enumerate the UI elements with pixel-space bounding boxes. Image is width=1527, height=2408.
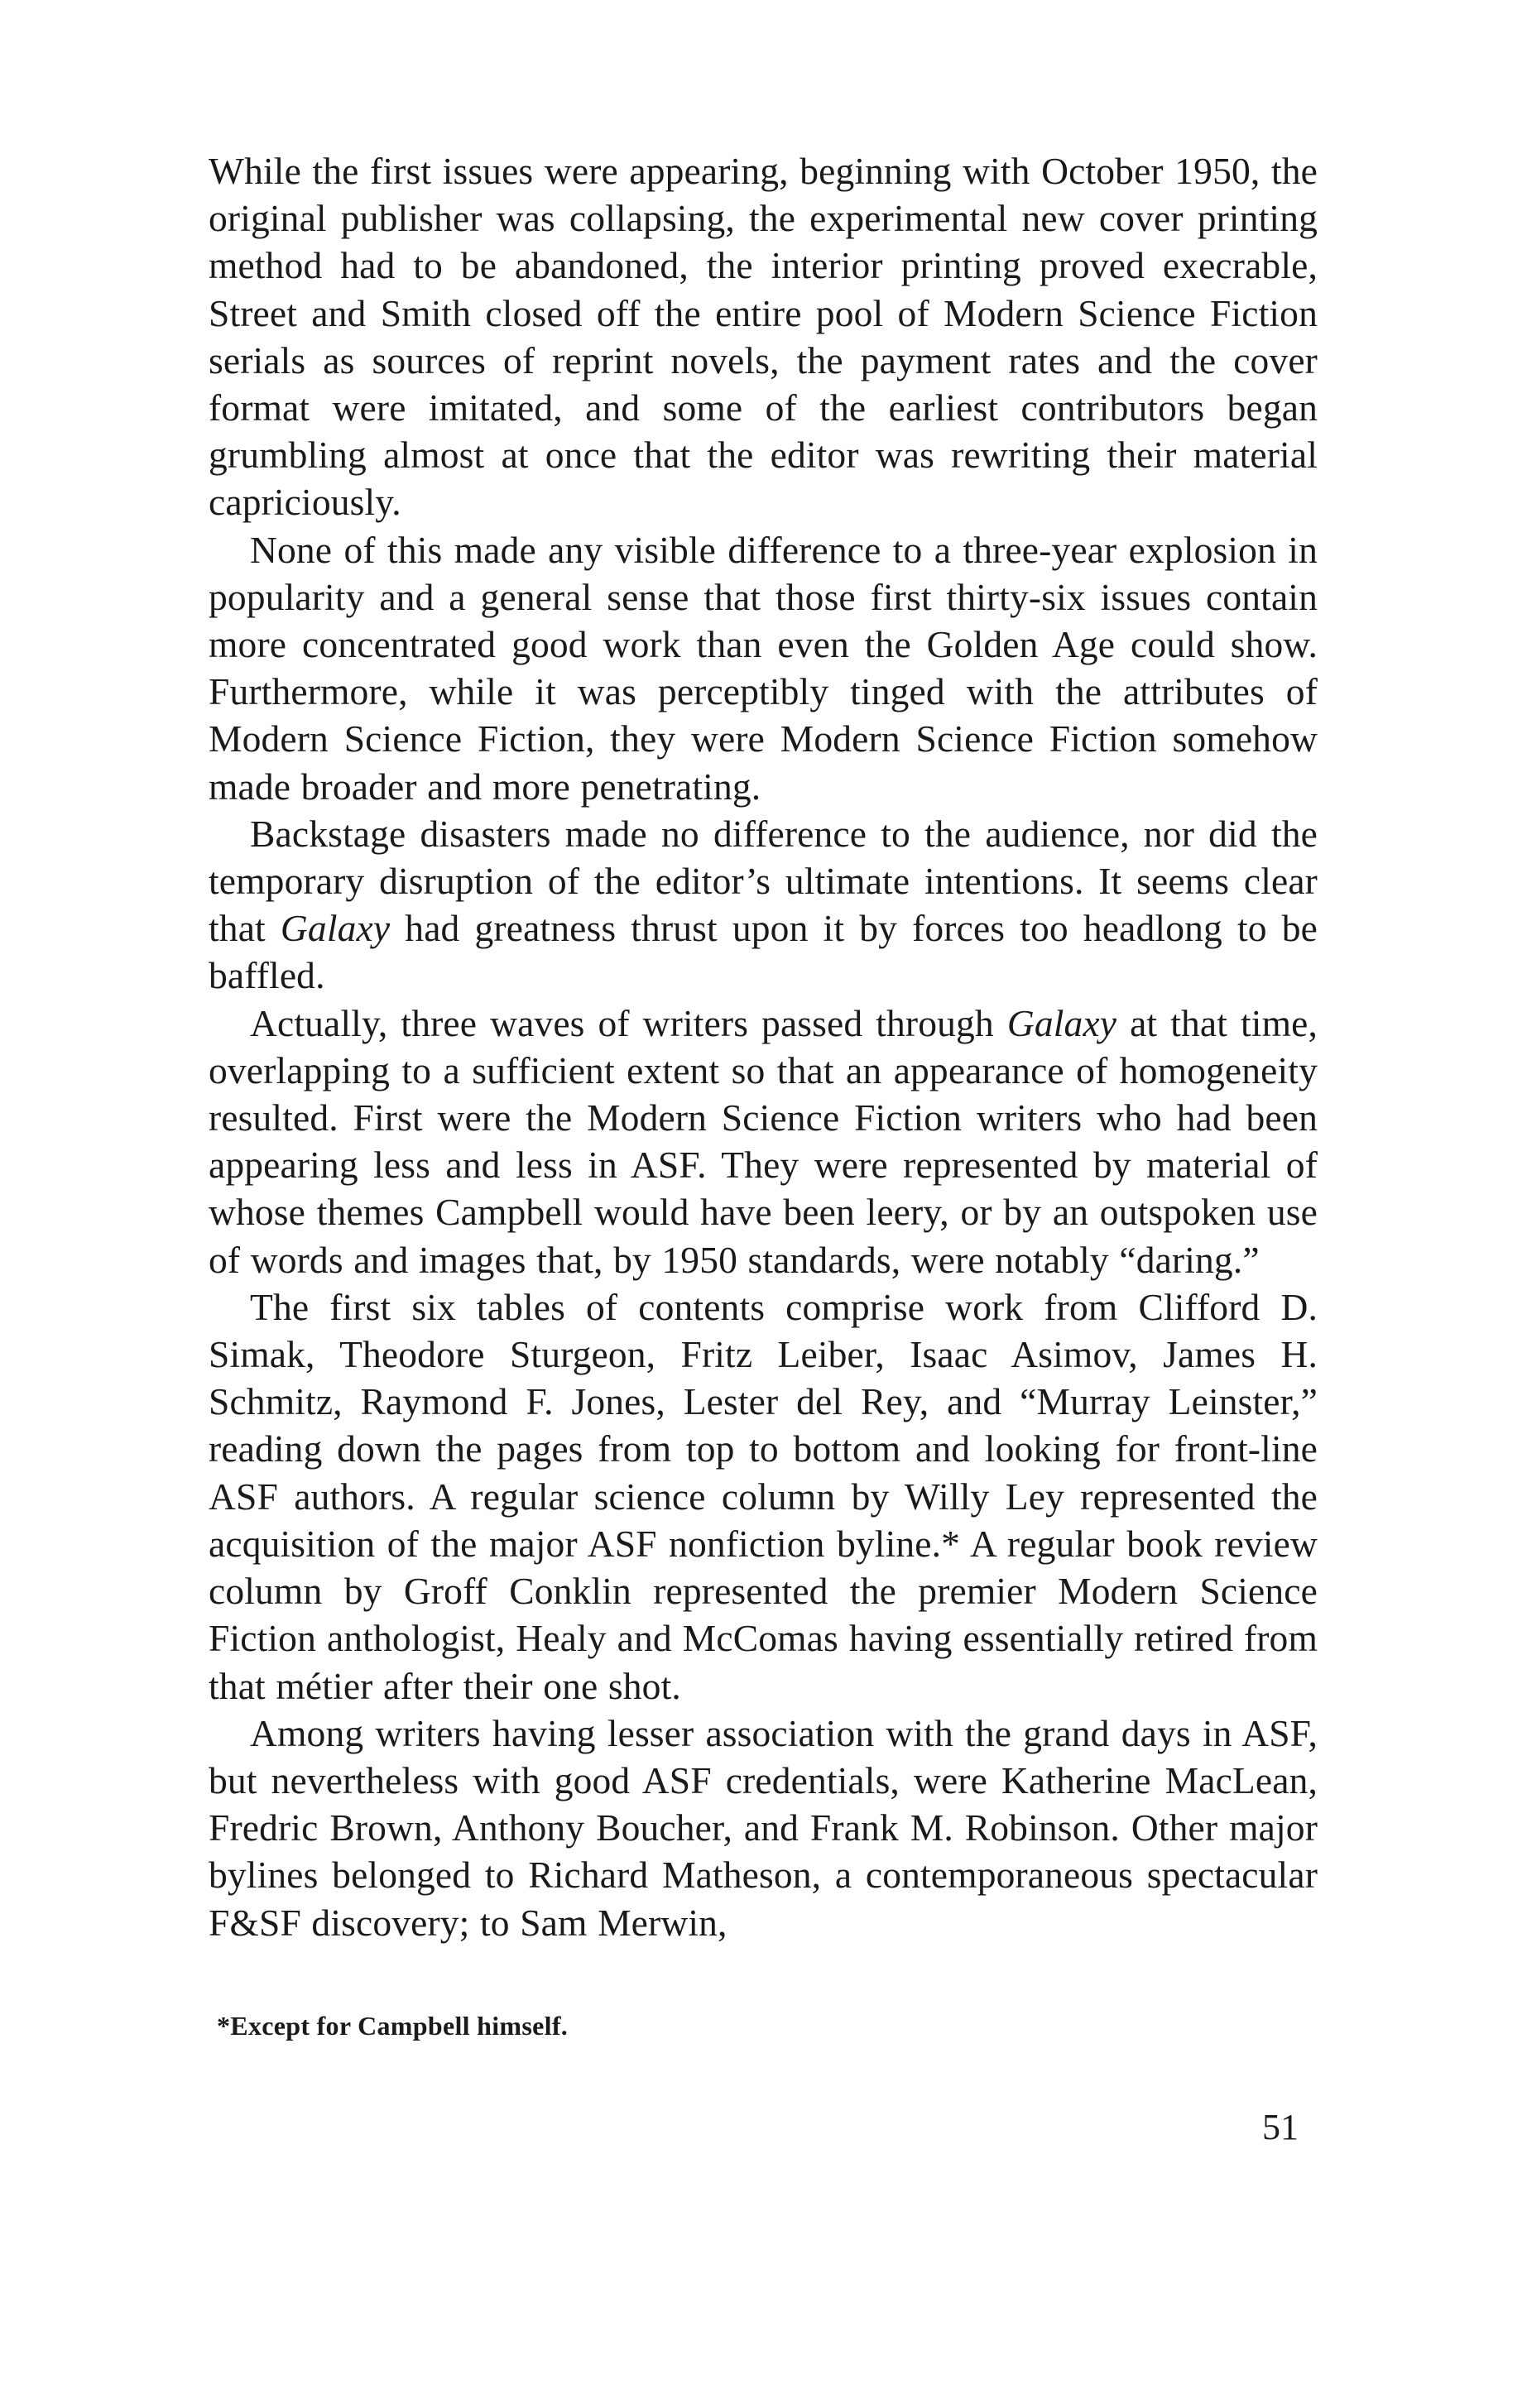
paragraph-3-text-a: Backstage disasters made no difference to the audience, nor did the temporary disruption of the editor’s ultimate intentions. It seems clear that: [209, 812, 1318, 950]
paragraph-1-text: While the first issues were appearing, beginning with October 1950, the original publisher was collapsing, the experimental new cover printing method had to be abandoned, the interior printing proved execrable, Street and Smith closed off the entire pool of Modern Science Fiction serials as sources of reprint novels, the payment rates and the cover format were imitated, and some of the earliest contributors began grumbling almost at once that the editor was rewriting their material capriciously.: [209, 150, 1318, 524]
paragraph-4-italic-title: Galaxy: [1006, 1001, 1117, 1044]
paragraph-4-text-b: at that time, overlapping to a sufficient extent so that an appearance of homogeneity resulted. First were the Modern Science Fiction writers who had been appearing less and less in ASF. They were represented by material of whose themes Campbell would have been leery, or by an outspoken use of words and images that, by 1950 standards, were notably “daring.”: [209, 1001, 1318, 1281]
paragraph-1: [209, 147, 1318, 526]
paragraph-4-text-a: Actually, three waves of writers passed through: [250, 1001, 1007, 1044]
paragraph-6: [209, 1710, 1318, 1946]
paragraph-2: [209, 526, 1318, 810]
paragraph-5: [209, 1283, 1318, 1710]
paragraph-3: [209, 810, 1318, 1000]
paragraph-4: [209, 1000, 1318, 1283]
page-number: 51: [1262, 2107, 1299, 2147]
paragraph-6-text: Among writers having lesser association with the grand days in ASF, but nevertheless with good ASF credentials, were Katherine MacLean, Fredric Brown, Anthony Boucher, and Frank M. Robinson. Other major bylines belonged to Richard Matheson, a contemporaneous spectacular F&SF discovery; to Sam Merwin,: [209, 1711, 1318, 1944]
paragraph-2-text: None of this made any visible difference to a three-year explosion in popularity and a general sense that those first thirty-six issues contain more concentrated good work than even the Golden Age could show. Furthermore, while it was perceptibly tinged with the attributes of Modern Science Fiction, they were Modern Science Fiction somehow made broader and more penetrating.: [209, 528, 1318, 808]
paragraph-3-text-b: had greatness thrust upon it by forces too headlong to be baffled.: [209, 907, 1318, 997]
page-body: [209, 147, 1318, 1946]
footnote: *Except for Campbell himself.: [217, 2011, 569, 2041]
paragraph-5-text: The first six tables of contents comprise work from Clifford D. Simak, Theodore Sturgeon, Fritz Leiber, Isaac Asimov, James H. Schmitz, Raymond F. Jones, Lester del Rey, and “Murray Leinster,” reading down the pages from top to bottom and looking for front-line ASF authors. A regular science column by Willy Ley represented the acquisition of the major ASF nonfiction byline.* A regular book review column by Groff Conklin represented the premier Modern Science Fiction anthologist, Healy and McComas having essentially retired from that métier after their one shot.: [209, 1285, 1318, 1707]
paragraph-3-italic-title: Galaxy: [280, 907, 391, 950]
